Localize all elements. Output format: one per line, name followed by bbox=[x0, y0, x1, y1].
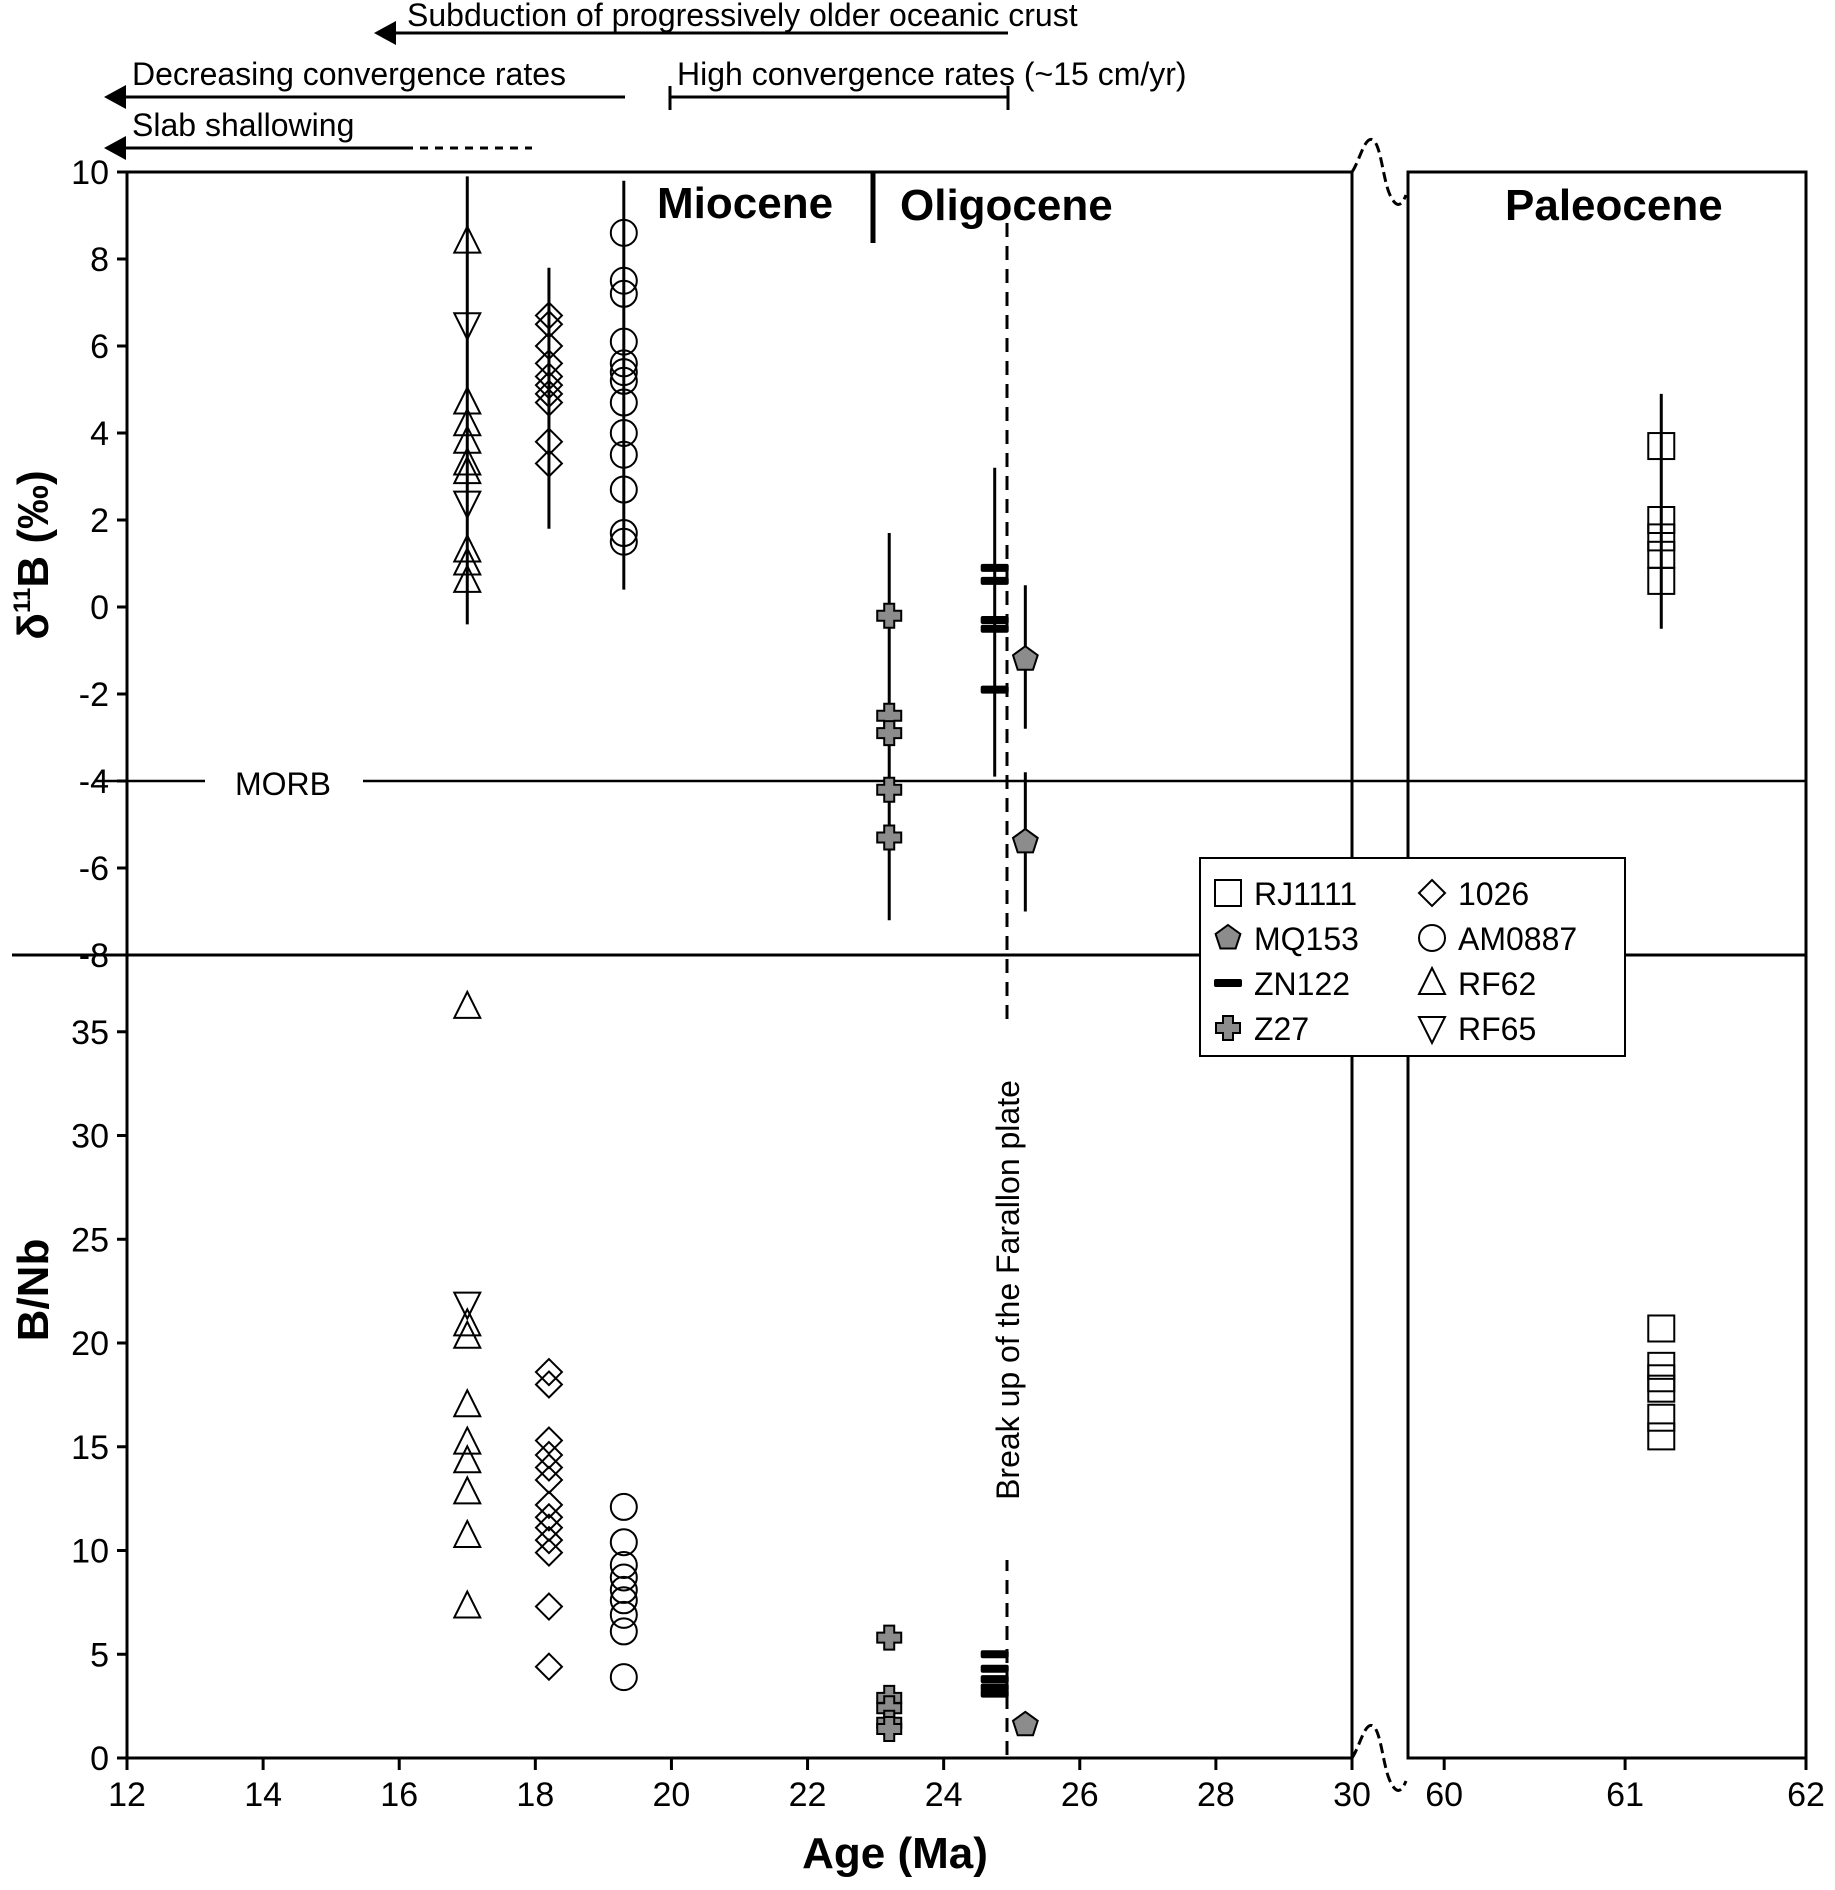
legend-label-rj1111: RJ1111 bbox=[1254, 876, 1358, 912]
epoch-label-paleocene: Paleocene bbox=[1505, 181, 1723, 230]
point-bnb-rf62 bbox=[454, 1592, 480, 1618]
x-tick-label: 26 bbox=[1060, 1776, 1099, 1814]
farallon-breakup-label: Break up of the Farallon plate bbox=[990, 1080, 1026, 1500]
point-bnb-zn122 bbox=[981, 1690, 1009, 1698]
x-tick-label: 30 bbox=[1333, 1776, 1371, 1814]
point-bnb-am0887 bbox=[611, 1602, 637, 1628]
legend bbox=[1200, 858, 1625, 1056]
point-d11b-zn122 bbox=[981, 564, 1009, 572]
plot-frame-left bbox=[127, 172, 1352, 1758]
x-tick-label: 24 bbox=[924, 1776, 963, 1814]
point-bnb-1026 bbox=[536, 1594, 562, 1620]
annotation-high-convergence: High convergence rates (~15 cm/yr) bbox=[677, 56, 1187, 92]
point-d11b-z27 bbox=[877, 826, 901, 850]
point-bnb-1026 bbox=[536, 1428, 562, 1454]
legend-label-rf62: RF62 bbox=[1458, 966, 1537, 1002]
point-bnb-z27 bbox=[877, 1626, 901, 1650]
y-tick-label-bottom: 10 bbox=[71, 1532, 109, 1571]
legend-marker-zn122 bbox=[1214, 979, 1242, 987]
point-bnb-am0887 bbox=[611, 1618, 637, 1644]
x-tick-label: 18 bbox=[516, 1776, 555, 1814]
legend-label-zn122: ZN122 bbox=[1254, 966, 1351, 1002]
point-bnb-mq153 bbox=[1013, 1712, 1038, 1736]
legend-label-z27: Z27 bbox=[1254, 1011, 1310, 1047]
y-tick-label-top: 10 bbox=[71, 154, 109, 192]
y-axis-label-top bbox=[9, 470, 58, 639]
point-d11b-zn122 bbox=[981, 577, 1009, 585]
point-d11b-zn122 bbox=[981, 616, 1009, 624]
point-d11b-z27 bbox=[877, 721, 901, 745]
point-bnb-rj1111 bbox=[1648, 1405, 1674, 1431]
x-tick-label: 22 bbox=[788, 1776, 827, 1814]
error-bars bbox=[467, 176, 1661, 920]
x-tick-label: 14 bbox=[244, 1776, 283, 1814]
point-bnb-rf62 bbox=[454, 1428, 480, 1454]
point-bnb-rf65 bbox=[454, 1293, 480, 1319]
y-tick-label-top: -4 bbox=[78, 763, 109, 801]
y-tick-label-top: -8 bbox=[78, 937, 109, 975]
legend-label-am0887: AM0887 bbox=[1458, 921, 1578, 957]
x-tick-label: 61 bbox=[1606, 1776, 1645, 1814]
point-bnb-rf62 bbox=[454, 1390, 480, 1416]
epoch-label-oligocene: Oligocene bbox=[900, 181, 1113, 230]
epoch-label-miocene: Miocene bbox=[657, 179, 834, 228]
y-axis-label-top-rest: B (‰) bbox=[9, 470, 58, 588]
morb-label: MORB bbox=[235, 766, 331, 802]
top-annotations bbox=[104, 0, 1187, 160]
x-axis-label: Age (Ma) bbox=[802, 1829, 988, 1878]
x-tick-label: 12 bbox=[108, 1776, 146, 1814]
point-bnb-am0887 bbox=[611, 1494, 637, 1520]
point-d11b-zn122 bbox=[981, 686, 1009, 694]
y-tick-label-top: -6 bbox=[78, 850, 109, 888]
point-bnb-rj1111 bbox=[1648, 1423, 1674, 1449]
axis-break-top bbox=[1352, 139, 1406, 204]
annotation-decreasing-convergence: Decreasing convergence rates bbox=[132, 56, 567, 92]
point-d11b-mq153 bbox=[1013, 646, 1038, 670]
point-bnb-rj1111 bbox=[1648, 1315, 1674, 1341]
point-bnb-rf62 bbox=[454, 1446, 480, 1472]
legend-label-rf65: RF65 bbox=[1458, 1011, 1537, 1047]
y-tick-label-top: 4 bbox=[90, 415, 109, 453]
y-tick-label-bottom: 15 bbox=[71, 1428, 109, 1467]
y-axis-label-top-superscript: 11 bbox=[9, 587, 36, 613]
point-bnb-1026 bbox=[536, 1654, 562, 1680]
point-bnb-rf62 bbox=[454, 1477, 480, 1503]
annotation-subduction: Subduction of progressively older oceanic crust bbox=[407, 0, 1078, 33]
y-tick-label-bottom: 30 bbox=[71, 1117, 109, 1156]
x-tick-label: 62 bbox=[1787, 1776, 1825, 1814]
legend-label-1026: 1026 bbox=[1458, 876, 1530, 912]
y-tick-label-bottom: 35 bbox=[71, 1013, 109, 1052]
legend-label-mq153: MQ153 bbox=[1254, 921, 1359, 957]
y-tick-label-top: 8 bbox=[90, 241, 109, 279]
point-d11b-z27 bbox=[877, 604, 901, 628]
y-tick-label-top: 2 bbox=[90, 502, 109, 540]
arrow-head-subduction bbox=[374, 21, 396, 45]
x-tick-label: 16 bbox=[380, 1776, 419, 1814]
point-bnb-am0887 bbox=[611, 1664, 637, 1690]
point-bnb-zn122 bbox=[981, 1665, 1009, 1673]
y-tick-label-bottom: 0 bbox=[90, 1740, 109, 1778]
x-tick-label: 28 bbox=[1196, 1776, 1235, 1814]
y-tick-label-bottom: 5 bbox=[90, 1636, 109, 1675]
y-tick-label-top: -2 bbox=[78, 676, 109, 714]
point-d11b-mq153 bbox=[1013, 829, 1038, 853]
x-tick-label: 20 bbox=[652, 1776, 691, 1814]
y-tick-label-bottom: 20 bbox=[71, 1325, 109, 1364]
point-d11b-zn122 bbox=[981, 625, 1009, 633]
annotation-slab-shallowing: Slab shallowing bbox=[132, 107, 355, 143]
arrow-head-decreasing bbox=[104, 85, 126, 109]
y-tick-label-top: 0 bbox=[90, 589, 109, 627]
y-axis-label-bottom: B/Nb bbox=[9, 1238, 58, 1342]
x-tick-label: 60 bbox=[1425, 1776, 1464, 1814]
y-tick-label-top: 6 bbox=[90, 328, 109, 366]
y-axis-label-top-delta: δ bbox=[9, 613, 58, 640]
point-bnb-zn122 bbox=[981, 1675, 1009, 1683]
y-tick-label-bottom: 25 bbox=[71, 1221, 109, 1260]
point-bnb-rf62 bbox=[454, 992, 480, 1018]
point-bnb-zn122 bbox=[981, 1650, 1009, 1658]
point-bnb-rf62 bbox=[454, 1521, 480, 1547]
